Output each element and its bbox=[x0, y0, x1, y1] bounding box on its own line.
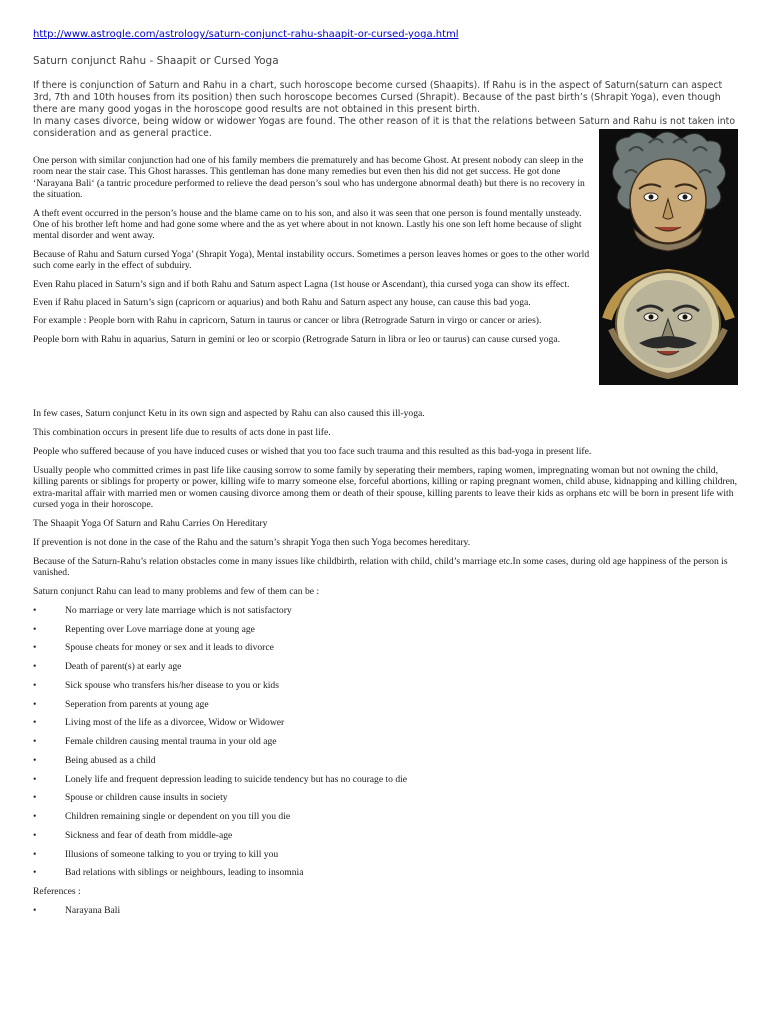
list-item bbox=[33, 905, 741, 924]
bullet-icon: • bbox=[33, 754, 37, 766]
list-item bbox=[33, 717, 741, 736]
source-url-link[interactable]: http://www.astrogle.com/astrology/saturn-conjunct-rahu-shaapit-or-cursed-yoga.html bbox=[33, 29, 459, 40]
left-column-text bbox=[33, 155, 598, 352]
main-text bbox=[33, 408, 741, 924]
references-list bbox=[33, 905, 741, 924]
paragraph: Even if Rahu placed in Saturn’s sign (capricorn or aquarius) and both Rahu and Saturn aspect any house, can cause this bad yoga. bbox=[33, 297, 531, 309]
list-item bbox=[33, 624, 741, 643]
list-item-text: No marriage or very late marriage which is not satisfactory bbox=[65, 604, 292, 616]
list-item-text: Lonely life and frequent depression leading to suicide tendency but has no courage to die bbox=[65, 773, 408, 785]
list-item-text: Sickness and fear of death from middle-age bbox=[65, 829, 233, 841]
bullet-icon: • bbox=[33, 642, 37, 654]
paragraph: Because of Rahu and Saturn cursed Yoga’ (Shrapit Yoga), Mental instability occurs. Sometimes a person leaves homes or goes to the other world such come early in the effect of subduiry. bbox=[33, 248, 590, 272]
list-item-text: Sick spouse who transfers his/her disease to you or kids bbox=[65, 679, 279, 691]
references-label: References : bbox=[33, 886, 81, 898]
bullet-icon: • bbox=[33, 736, 37, 748]
paragraph: Even Rahu placed in Saturn’s sign and if both Rahu and Saturn aspect Lagna (1st house or Ascendant), thia cursed yoga can show its effect. bbox=[33, 278, 570, 290]
problems-list bbox=[33, 605, 741, 886]
section-heading: The Shaapit Yoga Of Saturn and Rahu Carries On Hereditary bbox=[33, 517, 268, 529]
list-item-text: Narayana Bali bbox=[65, 905, 121, 917]
bullet-icon: • bbox=[33, 829, 37, 841]
paragraph: If prevention is not done in the case of the Rahu and the saturn’s shrapit Yoga then such Yoga becomes hereditary. bbox=[33, 536, 471, 548]
bullet-icon: • bbox=[33, 661, 37, 673]
list-item bbox=[33, 849, 741, 868]
intro-paragraph: If there is conjunction of Saturn and Rahu in a chart, such horoscope become cursed (Shaapits). If Rahu is in the aspect of Saturn(saturn can aspect 3rd, 7th and 10th houses from its position) then such horoscope becomes Cursed (Shrapit). Because of the past birth’s (Shrapit Yoga), even though there are many good yogas in the horoscope good results are not obtained in this present birth. bbox=[33, 80, 723, 115]
bullet-icon: • bbox=[33, 867, 37, 879]
list-item-text: Female children causing mental trauma in your old age bbox=[65, 736, 277, 748]
page-title: Saturn conjunct Rahu - Shaapit or Cursed Yoga bbox=[33, 55, 279, 67]
paragraph: Saturn conjunct Rahu can lead to many problems and few of them can be : bbox=[33, 585, 320, 597]
paragraph: Usually people who committed crimes in past life like causing sorrow to some family by seperating their members, raping women, impregnating woman but not owning the child, killing parents or siblings for property or power, killing wife to marry someone else, forceful abortions, killing or raping pregnant women, child abuse, kidnapping and killing children, extra-marital affair with married men or women causing divorce among them or death of their spouse, killing parents to leave their kids as orphans etc will be born in present life with cursed yoga in their horoscope. bbox=[33, 464, 738, 510]
paragraph: Because of the Saturn-Rahu’s relation obstacles come in many issues like childbirth, relation with child, child’s marriage etc.In some cases, during old age happiness of the person is vanished. bbox=[33, 555, 728, 579]
list-item bbox=[33, 605, 741, 624]
list-item-text: Spouse or children cause insults in society bbox=[65, 792, 228, 804]
bullet-icon: • bbox=[33, 792, 37, 804]
paragraph: A theft event occurred in the person’s house and the blame came on to his son, and also it was seen that one person is found mentally unsteady. One of his brother left home and had gone some where and the as yet where about in not known. Lastly his one son left home because of slight mental disorder and went away. bbox=[33, 207, 582, 242]
list-item-text: Spouse cheats for money or sex and it leads to divorce bbox=[65, 642, 274, 654]
intro-paragraph: In many cases divorce, being widow or widower Yogas are found. The other reason of it is that the relations between Saturn and Rahu is not taken into consideration and as general practice. bbox=[33, 116, 736, 139]
list-item bbox=[33, 736, 741, 755]
paragraph: People born with Rahu in aquarius, Saturn in gemini or leo or scorpio (Retrograde Saturn in libra or leo or taurus) can cause cursed yoga. bbox=[33, 333, 560, 345]
list-item bbox=[33, 680, 741, 699]
bullet-icon: • bbox=[33, 623, 37, 635]
list-item bbox=[33, 755, 741, 774]
paragraph: People who suffered because of you have induced cuses or wished that you too face such trauma and this resulted as this bad-yoga in present life. bbox=[33, 445, 592, 457]
list-item-text: Bad relations with siblings or neighbours, leading to insomnia bbox=[65, 867, 304, 879]
paragraph: For example : People born with Rahu in capricorn, Saturn in taurus or cancer or libra (Retrograde Saturn in virgo or cancer or aries). bbox=[33, 315, 542, 327]
bullet-icon: • bbox=[33, 773, 37, 785]
bullet-icon: • bbox=[33, 717, 37, 729]
list-item-text: Death of parent(s) at early age bbox=[65, 661, 182, 673]
paragraph: One person with similar conjunction had one of his family members die prematurely and has become Ghost. At present nobody can sleep in the room near the stair case. This Ghost harasses. This gentleman has done many remedies but even then his did not get success. He got done ‘Narayana Bali‘ (a tantric procedure performed to relieve the dead person’s soul who has undergone abnormal death) but there is no recovery in the situation. bbox=[33, 155, 585, 201]
list-item-text: Being abused as a child bbox=[65, 754, 156, 766]
saturn-rahu-illustration bbox=[599, 129, 738, 385]
paragraph: In few cases, Saturn conjunct Ketu in its own sign and aspected by Rahu can also caused this ill-yoga. bbox=[33, 408, 425, 419]
bullet-icon: • bbox=[33, 679, 37, 691]
list-item-text: Seperation from parents at young age bbox=[65, 698, 209, 710]
paragraph: This combination occurs in present life due to results of acts done in past life. bbox=[33, 426, 331, 438]
list-item-text: Repenting over Love marriage done at young age bbox=[65, 623, 255, 635]
list-item-text: Illusions of someone talking to you or trying to kill you bbox=[65, 848, 279, 860]
list-item bbox=[33, 830, 741, 849]
list-item bbox=[33, 867, 741, 886]
list-item bbox=[33, 792, 741, 811]
list-item bbox=[33, 661, 741, 680]
bullet-icon: • bbox=[33, 905, 37, 917]
list-item bbox=[33, 699, 741, 718]
list-item-text: Living most of the life as a divorcee, Widow or Widower bbox=[65, 717, 285, 729]
rahu-face-icon bbox=[607, 272, 730, 376]
bullet-icon: • bbox=[33, 698, 37, 710]
saturn-face-icon bbox=[612, 132, 725, 251]
list-item bbox=[33, 774, 741, 793]
bullet-icon: • bbox=[33, 604, 37, 616]
list-item bbox=[33, 811, 741, 830]
bullet-icon: • bbox=[33, 848, 37, 860]
list-item-text: Children remaining single or dependent on you till you die bbox=[65, 811, 291, 823]
bullet-icon: • bbox=[33, 811, 37, 823]
list-item bbox=[33, 642, 741, 661]
